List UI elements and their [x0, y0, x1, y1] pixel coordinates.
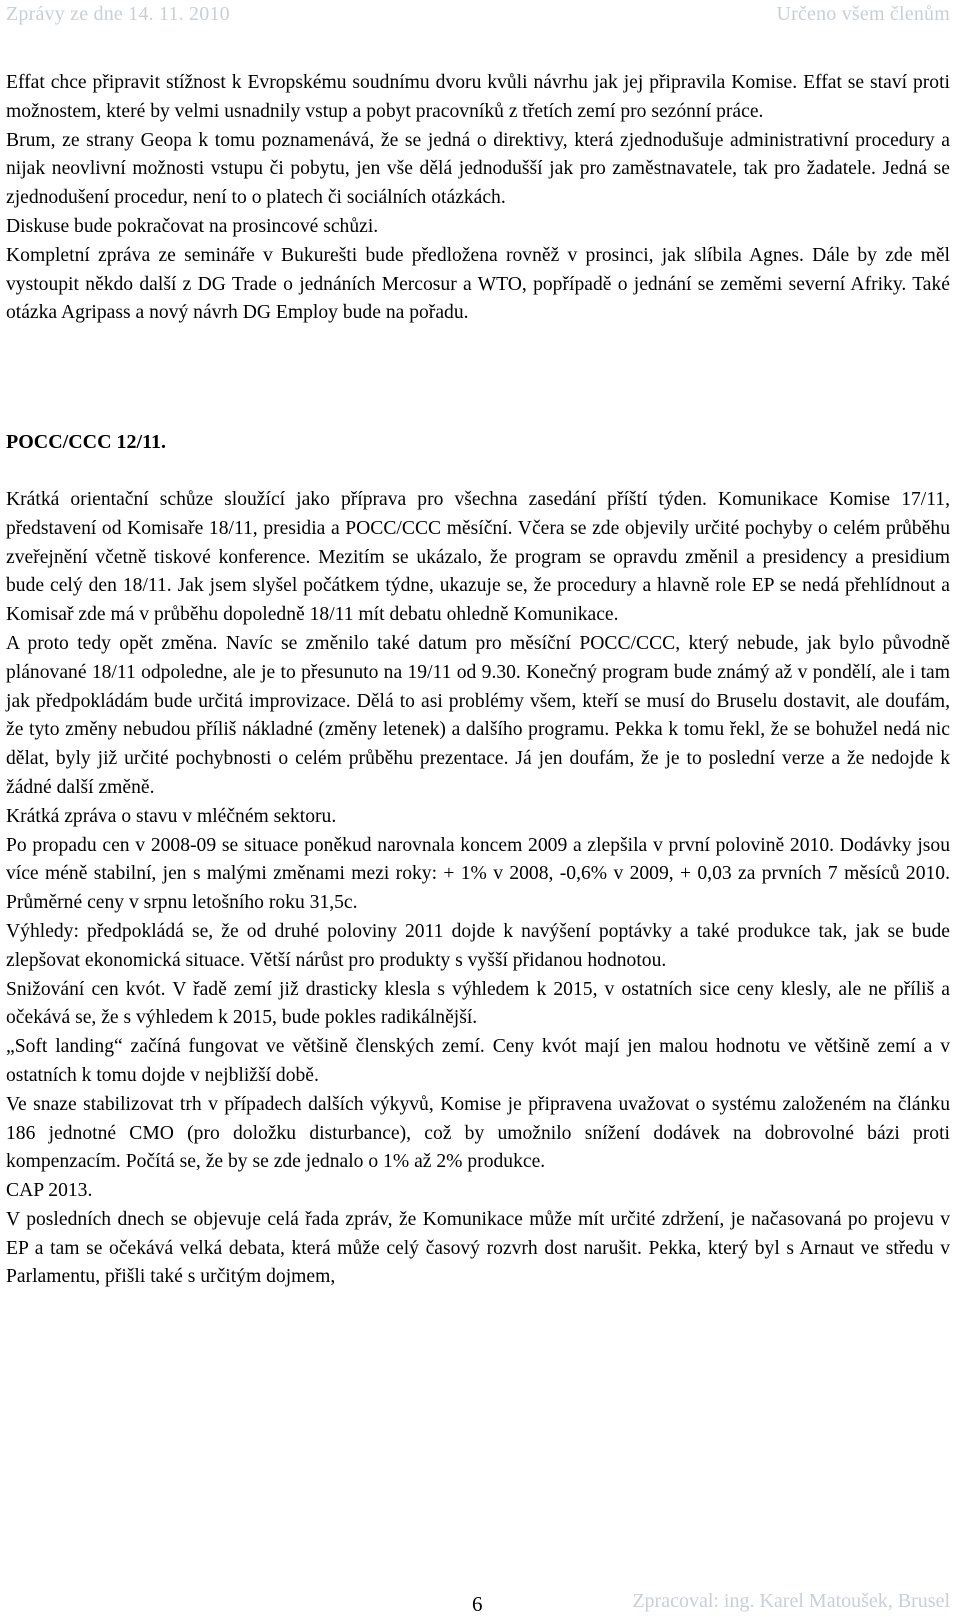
paragraph-bucharest-report: Kompletní zpráva ze semináře v Bukurešti bude předložena rovněž v prosinci, jak slíbila Agnes. Dále by zde měl vystoupit někdo další z DG Trade o jednáních Mercosur a WTO, popřípadě o jednání se zeměmi severní Afriky. Také otázka Agripass a nový návrh DG Employ bude na pořadu.: [6, 244, 950, 324]
paragraph-milk-prices: Po propadu cen v 2008-09 se situace poněkud narovnala koncem 2009 a zlepšila v první polovině 2010. Dodávky jsou více méně stabilní, jen s malými změnami mezi roky: + 1% v 2008, -0,6% v 2009, + 0,03 za prvních 7 měsíců 2010. Průměrné ceny v srpnu letošního roku 31,5c.: [6, 834, 950, 914]
paragraph-quota-prices: Snižování cen kvót. V řadě zemí již drasticky klesla s výhledem k 2015, v ostatních sice ceny klesly, ale ne příliš a očekává se, že s výhledem k 2015, bude pokles radikálnější.: [6, 978, 950, 1029]
section-spacer: [6, 328, 950, 428]
page-header: [0, 0, 960, 28]
paragraph-brum: Brum, ze strany Geopa k tomu poznamenává, že se jedná o direktivy, která zjednodušuje administrativní procedury a nijak neovlivní možnosti vstupu či pobytu, jen vše dělá jednodušší jak pro zaměstnavatele, tak pro žadatele. Jedná se zjednodušení procedur, není to o platech či sociálních otázkách.: [6, 129, 950, 209]
paragraph-schedule-change: A proto tedy opět změna. Navíc se změnilo také datum pro měsíční POCC/CCC, který nebude, jak bylo původně plánované 18/11 odpoledne, ale je to přesunuto na 19/11 od 9.30. Konečný program bude známý až v pondělí, ale i tam jak předpokládám bude určitá improvizace. Dělá to asi problémy všem, kteří se musí do Bruselu dostavit, ale doufám, že tyto změny nebudou příliš nákladné (změny letenek) a dalšího programu. Pekka k tomu řekl, že se bohužel nedá nic dělat, byly již určité pochybnosti o celém průběhu prezentace. Já jen doufám, že je to poslední verze a že nedojde k žádné další změně.: [6, 632, 950, 798]
paragraph-soft-landing: „Soft landing“ začíná fungovat ve většině členských zemí. Ceny kvót mají jen malou hodnotu ve většině zemí a v ostatních k tomu dojde v nejbližší době.: [6, 1036, 950, 1086]
paragraph-milk-sector-title: Krátká zpráva o stavu v mléčném sektoru.: [6, 805, 337, 827]
paragraph-discussion: Diskuse bude pokračovat na prosincové schůzi.: [6, 215, 379, 237]
heading-spacer: [6, 457, 950, 486]
page-footer: [0, 1588, 960, 1617]
page-number: 6: [472, 1592, 483, 1616]
paragraph-effat: Effat chce připravit stížnost k Evropskému soudnímu dvoru kvůli návrhu jak jej připravila Komise. Effat se staví proti možnostem, které by velmi usnadnily vstup a pobyt pracovníků z třetích zemí pro sezónní práce.: [6, 72, 950, 122]
footer-author: Zpracoval: ing. Karel Matoušek, Brusel: [632, 1590, 950, 1612]
paragraph-cap-2013: CAP 2013.: [6, 1180, 93, 1202]
section-heading-pocc: POCC/CCC 12/11.: [6, 431, 166, 454]
paragraph-outlook: Výhledy: předpokládá se, že od druhé poloviny 2011 dojde k navýšení poptávky a také produkce tak, jak se bude zlepšovat ekonomická situace. Větší nárůst pro produkty s vyšší přidanou hodnotou.: [6, 920, 950, 971]
paragraph-communication-delay: V posledních dnech se objevuje celá řada zpráv, že Komunikace může mít určité zdržení, je načasovaná po projevu v EP a tam se očekává velká debata, která může celý časový rozvrh dost narušit. Pekka, který byl s Arnaut ve středu v Parlamentu, přišli také s určitým dojmem,: [6, 1208, 950, 1288]
paragraph-market-stabilization: Ve snaze stabilizovat trh v případech dalších výkyvů, Komise je připravena uvažovat o systému založeném na článku 186 jednotné CMO (pro doložku disturbance), což by umožnilo snížení dodávek na dobrovolné bázi proti kompenzacím. Počítá se, že by se zde jednalo o 1% až 2% produkce.: [6, 1093, 950, 1173]
paragraph-orientation-meeting: Krátká orientační schůze sloužící jako příprava pro všechna zasedání příští týden. Komunikace Komise 17/11, představení od Komisaře 18/11, presidia a POCC/CCC měsíční. Včera se zde objevily určité pochyby o celém průběhu zveřejnění včetně tiskové konference. Mezitím se ukázalo, že program se opravdu změnil a presidency a presidium bude celý den 18/11. Jak jsem slyšel počátkem týdne, ukazuje se, že procedury a hlavně role EP se nedá přehlídnout a Komisař zde má v průběhu dopoledně 18/11 mít debatu ohledně Komunikace.: [6, 488, 950, 626]
document-body: [6, 69, 950, 1292]
header-date: Zprávy ze dne 14. 11. 2010: [6, 3, 230, 25]
header-audience: Určeno všem členům: [776, 3, 950, 25]
